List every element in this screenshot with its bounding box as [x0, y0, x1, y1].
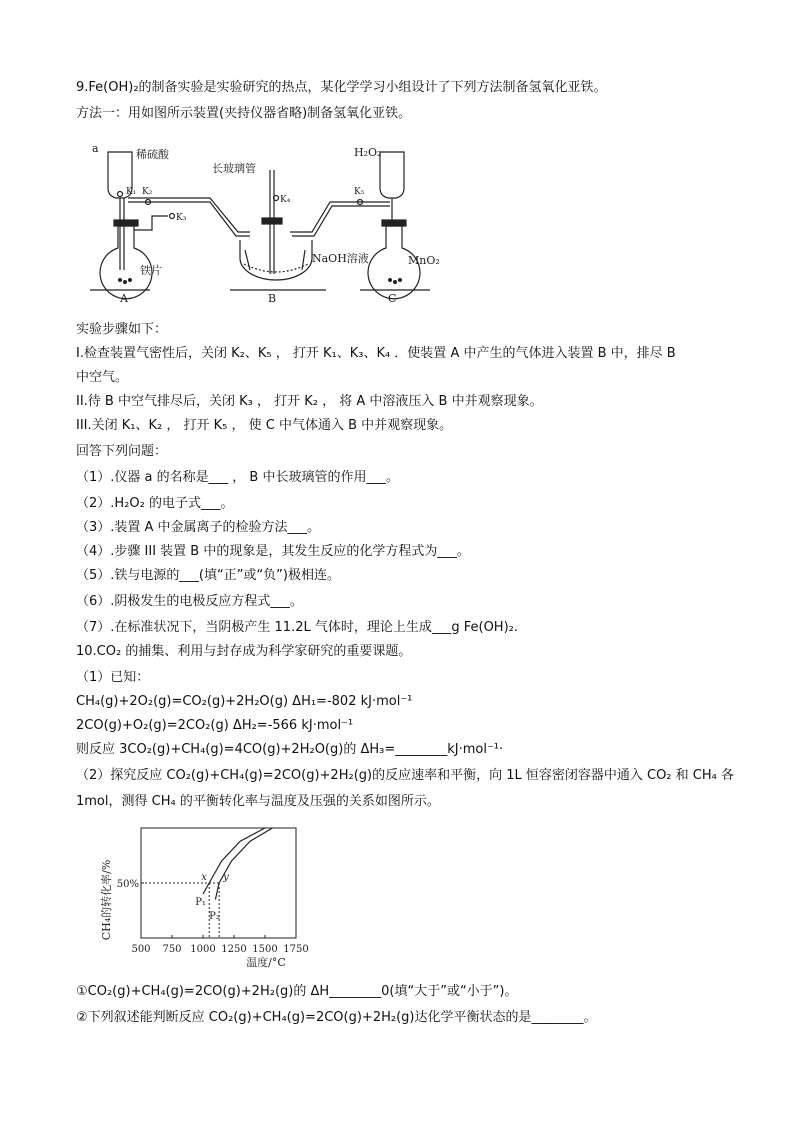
label-long-tube: 长玻璃管 — [212, 162, 256, 175]
q10-eq3: 则反应 3CO₂(g)+CH₄(g)=4CO(g)+2H₂O(g)的 ΔH₃=________kJ·mol⁻¹· — [76, 742, 504, 757]
point-label-1: y — [223, 872, 229, 883]
q9-sub1: （1）.仪器 a 的名称是___ ， B 中长玻璃管的作用___。 — [76, 470, 399, 485]
label-A: A — [120, 292, 128, 305]
q9-step1-b: 中空气。 — [76, 370, 129, 385]
y-tick-label: 50% — [116, 879, 139, 890]
q10-q-b: ②下列叙述能判断反应 CO₂(g)+CH₄(g)=2CO(g)+2H₂(g)达化学平衡状态的是________。 — [76, 1010, 597, 1025]
q9-sub4: （4）.步骤 III 装置 B 中的现象是，其发生反应的化学方程式为___。 — [76, 544, 470, 559]
q10-part2-b: 1mol，测得 CH₄ 的平衡转化率与温度及压强的关系如图所示。 — [76, 794, 440, 809]
q9-sub5: （5）.铁与电源的___(填“正”或“负”)极相连。 — [76, 568, 340, 583]
q10-part1-title: （1）已知： — [76, 670, 150, 685]
q9-step2: II.待 B 中空气排尽后，关闭 K₃ ， 打开 K₂ ， 将 A 中溶液压入 B 中并观察现象。 — [76, 394, 543, 409]
q10-eq1: CH₄(g)+2O₂(g)=CO₂(g)+2H₂O(g) ΔH₁=-802 kJ·mol⁻¹ — [76, 694, 413, 709]
vessel-b — [240, 240, 312, 280]
series-label-0: P₁ — [195, 897, 206, 908]
q10-eq2: 2CO(g)+O₂(g)=2CO₂(g) ΔH₂=-566 kJ·mol⁻¹ — [76, 718, 354, 733]
x-tick-label-3: 1250 — [221, 944, 247, 955]
chart-xlabel: 温度/°C — [246, 956, 286, 969]
q10-intro: 10.CO₂ 的捕集、利用与封存成为科学家研究的重要课题。 — [76, 644, 412, 659]
label-k3: K₃ — [176, 213, 187, 223]
label-k1: K₁ — [126, 187, 137, 197]
q10-part2-a: （2）探究反应 CO₂(g)+CH₄(g)=2CO(g)+2H₂(g)的反应速率和平衡，向 1L 恒容密闭容器中通入 CO₂ 和 CH₄ 各 — [76, 768, 734, 783]
dropping-funnel-c — [380, 152, 404, 198]
x-tick-label-4: 1500 — [252, 944, 278, 955]
x-tick-label-2: 1000 — [190, 944, 216, 955]
q10-q-a: ①CO₂(g)+CH₄(g)=2CO(g)+2H₂(g)的 ΔH________0(填“大于”或“小于”)。 — [76, 984, 518, 999]
q9-step1-a: I.检查装置气密性后，关闭 K₂、K₅ ， 打开 K₁、K₃、K₄ ．使装置 A 中产生的气体进入装置 B 中，排尽 B — [76, 346, 676, 361]
label-C: C — [388, 292, 397, 305]
q9-sub7: （7）.在标准状况下，当阴极产生 11.2L 气体时，理论上生成___g Fe(OH)₂. — [76, 620, 519, 635]
label-k5: K₅ — [354, 187, 365, 197]
series-label-1: P₂ — [209, 911, 220, 922]
q9-steps-title: 实验步骤如下： — [76, 322, 168, 337]
q9-sub3: （3）.装置 A 中金属离子的检验方法___。 — [76, 520, 321, 535]
q9-method1: 方法一：用如图所示装置(夹持仪器省略)制备氢氧化亚铁。 — [76, 106, 412, 121]
label-k2: K₂ — [142, 187, 153, 197]
label-iron: 铁片 — [140, 264, 162, 277]
chart-ylabel: CH₄的转化率/% — [100, 859, 113, 941]
q9-sub6: （6）.阴极发生的电极反应方程式___。 — [76, 594, 303, 609]
point-label-0: x — [201, 872, 207, 883]
conversion-chart — [96, 820, 316, 970]
label-B: B — [268, 292, 277, 305]
q9-sub2: （2）.H₂O₂ 的电子式___。 — [76, 496, 234, 511]
label-k4: K₄ — [280, 195, 291, 205]
x-tick-label-1: 750 — [162, 944, 182, 955]
label-a: a — [92, 142, 99, 155]
x-tick-label-0: 500 — [131, 944, 151, 955]
label-mno2: MnO₂ — [408, 254, 440, 267]
x-tick-label-5: 1750 — [283, 944, 309, 955]
label-naoh: NaOH溶液 — [312, 252, 369, 265]
q9-answer-title: 回答下列问题： — [76, 444, 168, 459]
q9-step3: III.关闭 K₁、K₂ ， 打开 K₅ ， 使 C 中气体通入 B 中并观察现象。 — [76, 418, 453, 433]
label-dilute-acid: 稀硫酸 — [136, 148, 169, 161]
label-h2o2: H₂O₂ — [354, 146, 382, 159]
q9-intro: 9.Fe(OH)₂的制备实验是实验研究的热点，某化学学习小组设计了下列方法制备氢氧化亚铁。 — [76, 80, 607, 95]
flask-a — [100, 226, 152, 299]
apparatus-figure — [90, 140, 470, 308]
